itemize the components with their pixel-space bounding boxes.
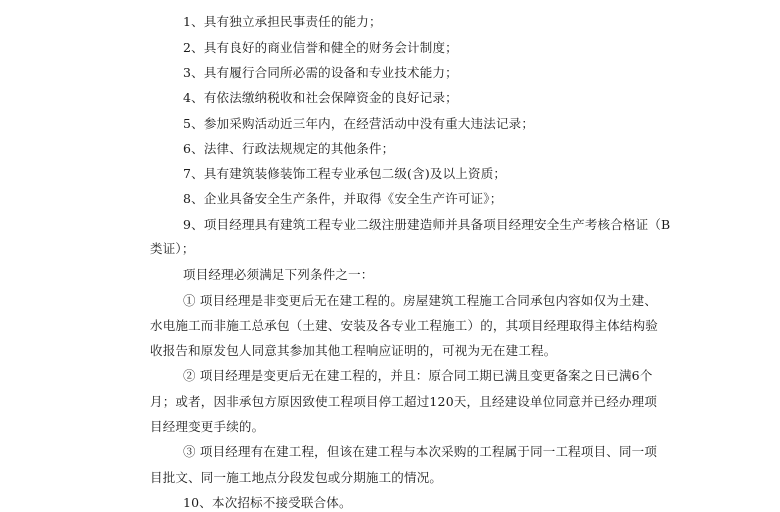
requirement-8: 8、企业具备安全生产条件，并取得《安全生产许可证》； xyxy=(183,191,503,206)
pm-condition-3: ③ 项目经理有在建工程，但该在建工程与本次采购的工程属于同一工程项目、同一项 xyxy=(183,444,658,459)
requirement-1: 1、具有独立承担民事责任的能力； xyxy=(183,14,382,29)
requirement-2: 2、具有良好的商业信誉和健全的财务会计制度； xyxy=(183,40,458,55)
requirement-10: 10、本次招标不接受联合体。 xyxy=(183,495,352,510)
requirement-7: 7、具有建筑装修装饰工程专业承包二级(含)及以上资质； xyxy=(183,166,507,181)
pm-condition-1: ① 项目经理是非变更后无在建工程的。房屋建筑工程施工合同承包内容如仅为土建、 xyxy=(183,293,658,308)
pm-condition-1-cont: 收报告和原发包人同意其参加其他工程响应证明的，可视为无在建工程。 xyxy=(150,343,557,358)
requirement-4: 4、有依法缴纳税收和社会保障资金的良好记录； xyxy=(183,90,458,105)
requirement-6: 6、法律、行政法规规定的其他条件； xyxy=(183,141,395,156)
pm-condition-3-cont: 目批文、同一施工地点分段发包或分期施工的情况。 xyxy=(150,470,443,485)
requirement-3: 3、具有履行合同所必需的设备和专业技术能力； xyxy=(183,65,458,80)
requirement-9: 9、项目经理具有建筑工程专业二级注册建造师并具备项目经理安全生产考核合格证（B xyxy=(183,217,671,232)
pm-conditions-heading: 项目经理必须满足下列条件之一： xyxy=(183,267,374,282)
pm-condition-1-cont: 水电施工而非施工总承包（土建、安装及各专业工程施工）的，其项目经理取得主体结构验 xyxy=(150,318,659,333)
requirement-5: 5、参加采购活动近三年内，在经营活动中没有重大违法记录； xyxy=(183,116,535,131)
pm-condition-2: ② 项目经理是变更后无在建工程的，并且：原合同工期已满且变更备案之日已满6个 xyxy=(183,368,653,383)
pm-condition-2-cont: 目经理变更手续的。 xyxy=(150,419,265,434)
pm-condition-2-cont: 月；或者，因非承包方原因致使工程项目停工超过120天，且经建设单位同意并已经办理项 xyxy=(150,394,658,409)
requirement-9-cont: 类证）； xyxy=(150,241,195,256)
